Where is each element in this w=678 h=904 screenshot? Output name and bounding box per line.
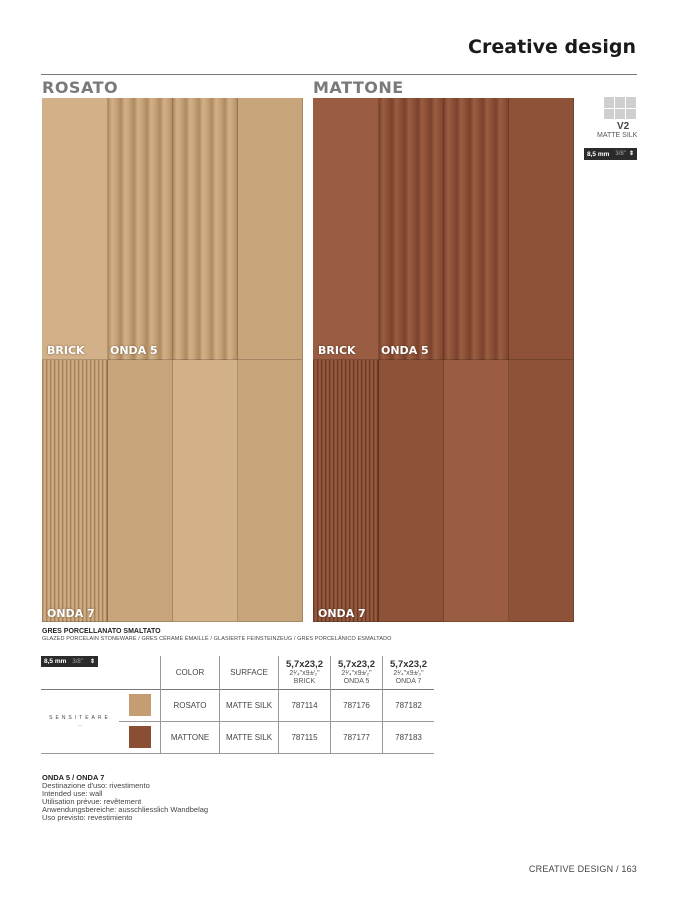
usage-title: ONDA 5 / ONDA 7 bbox=[42, 773, 105, 782]
tile-onda5 bbox=[444, 98, 509, 360]
tile-onda7 bbox=[42, 360, 108, 622]
cell-code: 787177 bbox=[331, 721, 383, 753]
tile-brick bbox=[238, 98, 303, 360]
cell-code: 787115 bbox=[279, 721, 331, 753]
cell-color: ROSATO bbox=[161, 689, 220, 721]
tile-brick bbox=[313, 98, 379, 360]
section-title-rosato: ROSATO bbox=[42, 78, 119, 97]
cell-code: 787182 bbox=[395, 700, 422, 710]
tile-panel-mattone bbox=[313, 98, 574, 622]
tile-onda5 bbox=[173, 98, 238, 360]
label-onda5: ONDA 5 bbox=[110, 344, 158, 357]
usage-line: Intended use: wall bbox=[42, 789, 103, 798]
format-name: ONDA 5 bbox=[343, 677, 370, 685]
table-thickness-mm: 8,5 mm bbox=[44, 658, 67, 665]
cell-color: MATTONE bbox=[161, 721, 220, 753]
table-thickness-arrows-icon: ⇕ bbox=[89, 658, 95, 665]
thickness-badge bbox=[584, 148, 637, 160]
color-swatch-rosato bbox=[129, 694, 151, 716]
finish-name: MATTE SILK bbox=[597, 132, 638, 139]
format-cm: 5,7x23,2 bbox=[390, 658, 427, 670]
tile-brick bbox=[379, 360, 444, 622]
tile-brick bbox=[238, 360, 303, 622]
usage-line: Uso previsto: revestimiento bbox=[42, 813, 133, 822]
material-title: GRES PORCELLANATO SMALTATO bbox=[42, 628, 161, 635]
thickness-in: 3/8" bbox=[615, 151, 626, 157]
col-header-surface: SURFACE bbox=[220, 656, 279, 689]
finish-swatch-icon bbox=[604, 97, 636, 119]
brand-name: SENSITEARE bbox=[49, 714, 111, 721]
finish-code: V2 bbox=[617, 121, 630, 132]
tile-brick bbox=[509, 360, 574, 622]
spec-table bbox=[41, 656, 434, 754]
format-inch: 2¹⁄₄"x9±⁄₂" bbox=[289, 669, 320, 677]
color-swatch-mattone bbox=[129, 726, 151, 748]
col-header-color: COLOR bbox=[161, 656, 220, 689]
col-header-format bbox=[331, 656, 383, 689]
tile-onda5 bbox=[108, 98, 173, 360]
format-inch: 2¹⁄₄"x9±⁄₂" bbox=[393, 669, 424, 677]
cell-code: 787183 bbox=[395, 732, 422, 742]
thickness-arrows-icon: ⇕ bbox=[628, 151, 634, 157]
cell-code: 787176 bbox=[331, 689, 383, 721]
label-onda7: ONDA 7 bbox=[47, 607, 95, 620]
format-name: ONDA 7 bbox=[395, 677, 422, 685]
cell-code: 787114 bbox=[279, 689, 331, 721]
thickness-mm: 8,5 mm bbox=[587, 150, 610, 158]
cell-surface: MATTE SILK bbox=[220, 721, 279, 753]
table-thickness-badge bbox=[41, 656, 98, 667]
format-cm: 5,7x23,2 bbox=[338, 658, 375, 670]
table-thickness-in: 3/8" bbox=[72, 658, 83, 665]
brand-signature: ~~ bbox=[77, 722, 83, 728]
section-title-mattone: MATTONE bbox=[313, 78, 404, 97]
format-inch: 2¹⁄₄"x9±⁄₂" bbox=[341, 669, 372, 677]
header-rule bbox=[41, 74, 637, 75]
page-title: Creative design bbox=[468, 36, 636, 58]
brand-logo bbox=[41, 689, 119, 753]
usage-line: Anwendungsbereiche: ausschliesslich Wandbelag bbox=[42, 805, 209, 814]
tile-brick bbox=[173, 360, 238, 622]
tile-onda7 bbox=[313, 360, 379, 622]
tile-brick bbox=[509, 98, 574, 360]
tile-onda5 bbox=[379, 98, 444, 360]
label-brick: BRICK bbox=[318, 344, 356, 357]
col-header-format bbox=[383, 656, 435, 689]
tile-brick bbox=[444, 360, 509, 622]
page-footer: CREATIVE DESIGN / 163 bbox=[528, 864, 637, 874]
label-brick: BRICK bbox=[47, 344, 85, 357]
cell-surface: MATTE SILK bbox=[220, 689, 279, 721]
usage-line: Utilisation prévue: revêtement bbox=[42, 797, 142, 806]
col-header-format bbox=[279, 656, 331, 689]
usage-line: Destinazione d'uso: rivestimento bbox=[42, 781, 150, 790]
label-onda7: ONDA 7 bbox=[318, 607, 366, 620]
format-name: BRICK bbox=[293, 677, 316, 685]
label-onda5: ONDA 5 bbox=[381, 344, 429, 357]
format-cm: 5,7x23,2 bbox=[286, 658, 323, 670]
tile-panel-rosato bbox=[42, 98, 303, 622]
material-translations: GLAZED PORCELAIN STONEWARE / GRES CÉRAME ÉMAILLÉ / GLASIERTE FEINSTEINZEUG / GRES PORCELÁNICO ESMALTADO bbox=[42, 636, 392, 642]
tile-brick bbox=[108, 360, 173, 622]
tile-brick bbox=[42, 98, 108, 360]
